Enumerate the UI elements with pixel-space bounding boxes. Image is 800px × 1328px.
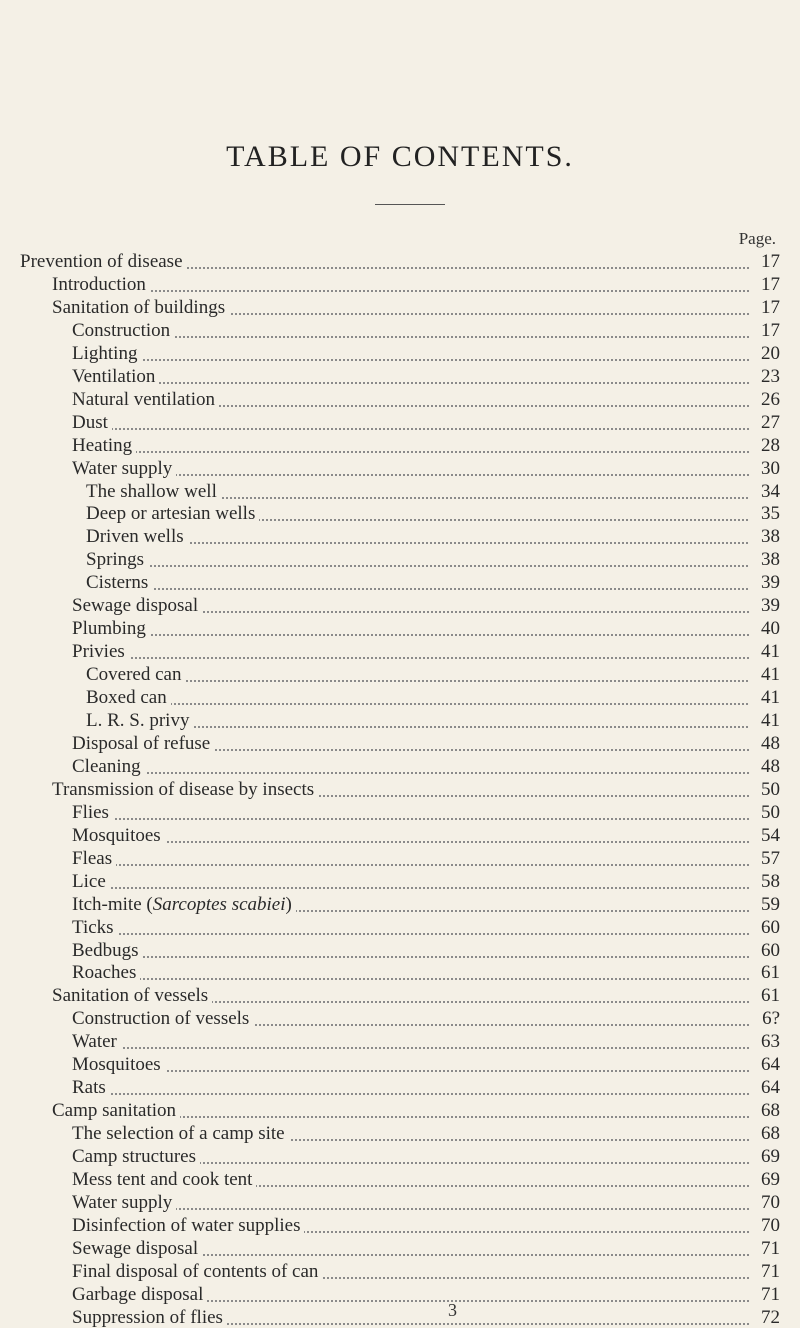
toc-entry-label: Boxed can — [86, 688, 171, 708]
toc-entry-page: 6? — [750, 1009, 780, 1029]
toc-entry — [0, 963, 800, 983]
dot-leader — [72, 956, 760, 958]
toc-entry — [0, 1262, 800, 1282]
dot-leader — [86, 565, 760, 567]
toc-entry-page: 48 — [750, 757, 780, 777]
toc-entry — [0, 1216, 800, 1236]
toc-entry — [0, 527, 800, 547]
toc-entry-label: Transmission of disease by insects — [52, 780, 318, 800]
toc-entry — [0, 596, 800, 616]
toc-entry-page: 17 — [750, 298, 780, 318]
toc-entry-label: Flies — [72, 803, 113, 823]
toc-entry-label: Sanitation of buildings — [52, 298, 229, 318]
toc-entry-page: 28 — [750, 436, 780, 456]
dot-leader — [72, 841, 760, 843]
toc-entry-page: 61 — [750, 963, 780, 983]
toc-entry — [0, 436, 800, 456]
toc-entry-label: Sewage disposal — [72, 1239, 202, 1259]
toc-entry-page: 17 — [750, 275, 780, 295]
dot-leader — [72, 428, 760, 430]
toc-entry-page: 63 — [750, 1032, 780, 1052]
toc-entry-page: 39 — [750, 596, 780, 616]
dot-leader — [86, 703, 760, 705]
toc-entry-label: Lice — [72, 872, 110, 892]
toc-entry — [0, 826, 800, 846]
toc-entry-label: Introduction — [52, 275, 150, 295]
dot-leader — [86, 680, 760, 682]
dot-leader — [72, 772, 760, 774]
toc-entry-page: 26 — [750, 390, 780, 410]
toc-entry-page: 20 — [750, 344, 780, 364]
toc-entry — [0, 573, 800, 593]
dot-leader — [72, 1047, 760, 1049]
toc-entry-label: Lighting — [72, 344, 141, 364]
dot-leader — [72, 359, 760, 361]
dot-leader — [72, 451, 760, 453]
toc-entry — [0, 344, 800, 364]
toc-entry — [0, 734, 800, 754]
toc-entry — [0, 1055, 800, 1075]
toc-entry-page: 27 — [750, 413, 780, 433]
toc-entry-label: Sanitation of vessels — [52, 986, 212, 1006]
dot-leader — [72, 1070, 760, 1072]
toc-entry — [0, 482, 800, 502]
toc-entry — [0, 1009, 800, 1029]
toc-entry-page: 40 — [750, 619, 780, 639]
toc-entry — [0, 688, 800, 708]
toc-entry-label: Disinfection of water supplies — [72, 1216, 304, 1236]
toc-entry-page: 72 — [750, 1308, 780, 1328]
toc-entry-label: Camp sanitation — [52, 1101, 180, 1121]
toc-entry — [0, 1032, 800, 1052]
toc-entry-label: Dust — [72, 413, 112, 433]
toc-entry-page: 48 — [750, 734, 780, 754]
toc-entry — [0, 550, 800, 570]
toc-entry-label: Ticks — [72, 918, 118, 938]
dot-leader — [72, 634, 760, 636]
toc-entry-label: Fleas — [72, 849, 116, 869]
toc-entry — [0, 757, 800, 777]
toc-entry-label: Final disposal of contents of can — [72, 1262, 322, 1282]
toc-entry — [0, 941, 800, 961]
toc-entry-page: 70 — [750, 1193, 780, 1213]
toc-entry-page: 59 — [750, 895, 780, 915]
toc-entry-page: 69 — [750, 1147, 780, 1167]
toc-entry-label: Sewage disposal — [72, 596, 202, 616]
toc-entry-page: 68 — [750, 1124, 780, 1144]
toc-entry — [0, 918, 800, 938]
toc-entry-page: 60 — [750, 941, 780, 961]
toc-entry-label: Itch-mite (Sarcoptes scabiei) — [72, 895, 296, 915]
toc-entry-page: 71 — [750, 1285, 780, 1305]
dot-leader — [72, 336, 760, 338]
toc-entry-label: Cisterns — [86, 573, 152, 593]
dot-leader — [86, 588, 760, 590]
toc-entry — [0, 711, 800, 731]
toc-entry-label: The selection of a camp site — [72, 1124, 289, 1144]
toc-entry-label: Plumbing — [72, 619, 150, 639]
toc-entry-label: Suppression of flies — [72, 1308, 227, 1328]
toc-entry — [0, 895, 800, 915]
toc-entry-label: Water supply — [72, 1193, 176, 1213]
toc-entry-page: 41 — [750, 665, 780, 685]
toc-entry-page: 35 — [750, 504, 780, 524]
toc-entry-label: Garbage disposal — [72, 1285, 207, 1305]
toc-entry — [0, 367, 800, 387]
dot-leader — [52, 290, 760, 292]
toc-entry-page: 70 — [750, 1216, 780, 1236]
dot-leader — [72, 382, 760, 384]
toc-entry-page: 58 — [750, 872, 780, 892]
footer-page-number: 3 — [448, 1300, 457, 1320]
toc-entry-label: Water supply — [72, 459, 176, 479]
toc-entry — [0, 413, 800, 433]
toc-entry-label: Driven wells — [86, 527, 188, 547]
toc-entry-page: 64 — [750, 1055, 780, 1075]
toc-entry — [0, 619, 800, 639]
toc-entry-label: Heating — [72, 436, 136, 456]
page-title: TABLE OF CONTENTS. — [226, 140, 574, 173]
dot-leader — [72, 818, 760, 820]
toc-entry-page: 41 — [750, 642, 780, 662]
toc-entry-label: Disposal of refuse — [72, 734, 214, 754]
title-rule — [375, 204, 445, 205]
toc-entry-label: Water — [72, 1032, 121, 1052]
toc-entry-page: 17 — [750, 252, 780, 272]
dot-leader — [72, 657, 760, 659]
toc-entry — [0, 665, 800, 685]
toc-entry — [0, 780, 800, 800]
toc-entry-page: 69 — [750, 1170, 780, 1190]
toc-entry-page: 38 — [750, 527, 780, 547]
dot-leader — [72, 933, 760, 935]
toc-entry-label: Construction — [72, 321, 174, 341]
toc-entry-label: Bedbugs — [72, 941, 143, 961]
toc-entry-page: 41 — [750, 711, 780, 731]
toc-entry — [0, 1147, 800, 1167]
toc-entry-page: 50 — [750, 803, 780, 823]
toc-entry — [0, 1170, 800, 1190]
toc-entry-page: 50 — [750, 780, 780, 800]
toc-entry-label: Springs — [86, 550, 148, 570]
toc-entry — [0, 504, 800, 524]
toc-entry — [0, 1124, 800, 1144]
toc-entry-label: L. R. S. privy — [86, 711, 193, 731]
dot-leader — [72, 864, 760, 866]
toc-entry — [0, 390, 800, 410]
toc-entry — [0, 642, 800, 662]
toc-entry-page: 39 — [750, 573, 780, 593]
toc-entry-page: 23 — [750, 367, 780, 387]
toc-entry — [0, 1285, 800, 1305]
toc-entry-label: The shallow well — [86, 482, 221, 502]
page-column-heading: Page. — [738, 229, 776, 248]
toc-entry-label: Rats — [72, 1078, 110, 1098]
toc-entry — [0, 1193, 800, 1213]
toc-entry-page: 34 — [750, 482, 780, 502]
toc-entry — [0, 1078, 800, 1098]
toc-entry — [0, 986, 800, 1006]
toc-entry — [0, 849, 800, 869]
toc-entry-label: Covered can — [86, 665, 185, 685]
toc-entry-page: 54 — [750, 826, 780, 846]
toc-entry-page: 60 — [750, 918, 780, 938]
toc-entry-page: 38 — [750, 550, 780, 570]
dot-leader — [72, 978, 760, 980]
toc-entry-label: Mess tent and cook tent — [72, 1170, 256, 1190]
toc-entry-page: 57 — [750, 849, 780, 869]
toc-entry-label: Privies — [72, 642, 129, 662]
dot-leader — [72, 887, 760, 889]
toc-entry-page: 30 — [750, 459, 780, 479]
toc-entry-page: 71 — [750, 1239, 780, 1259]
toc-entry — [0, 803, 800, 823]
toc-entry-label: Ventilation — [72, 367, 159, 387]
toc-entry-label: Construction of vessels — [72, 1009, 253, 1029]
toc-entry — [0, 1308, 800, 1328]
toc-entry-label: Deep or artesian wells — [86, 504, 259, 524]
toc-entry-page: 61 — [750, 986, 780, 1006]
toc-entry-label: Natural ventilation — [72, 390, 219, 410]
dot-leader — [72, 1093, 760, 1095]
toc-entry — [0, 252, 800, 272]
toc-entry — [0, 459, 800, 479]
toc-entry-label: Mosquitoes — [72, 826, 165, 846]
toc-entry-label: Camp structures — [72, 1147, 200, 1167]
toc-entry — [0, 275, 800, 295]
toc-entry-label: Mosquitoes — [72, 1055, 165, 1075]
toc-entry-page: 68 — [750, 1101, 780, 1121]
toc-entry-page: 41 — [750, 688, 780, 708]
toc-entry — [0, 321, 800, 341]
toc-entry-label: Roaches — [72, 963, 140, 983]
toc-entry — [0, 1239, 800, 1259]
toc-entry-label: Prevention of disease — [20, 252, 187, 272]
toc-entry-page: 17 — [750, 321, 780, 341]
toc-entry-label: Cleaning — [72, 757, 145, 777]
toc-entry — [0, 298, 800, 318]
toc-entry-page: 71 — [750, 1262, 780, 1282]
toc-entry — [0, 872, 800, 892]
toc-entry-page: 64 — [750, 1078, 780, 1098]
toc-entry — [0, 1101, 800, 1121]
